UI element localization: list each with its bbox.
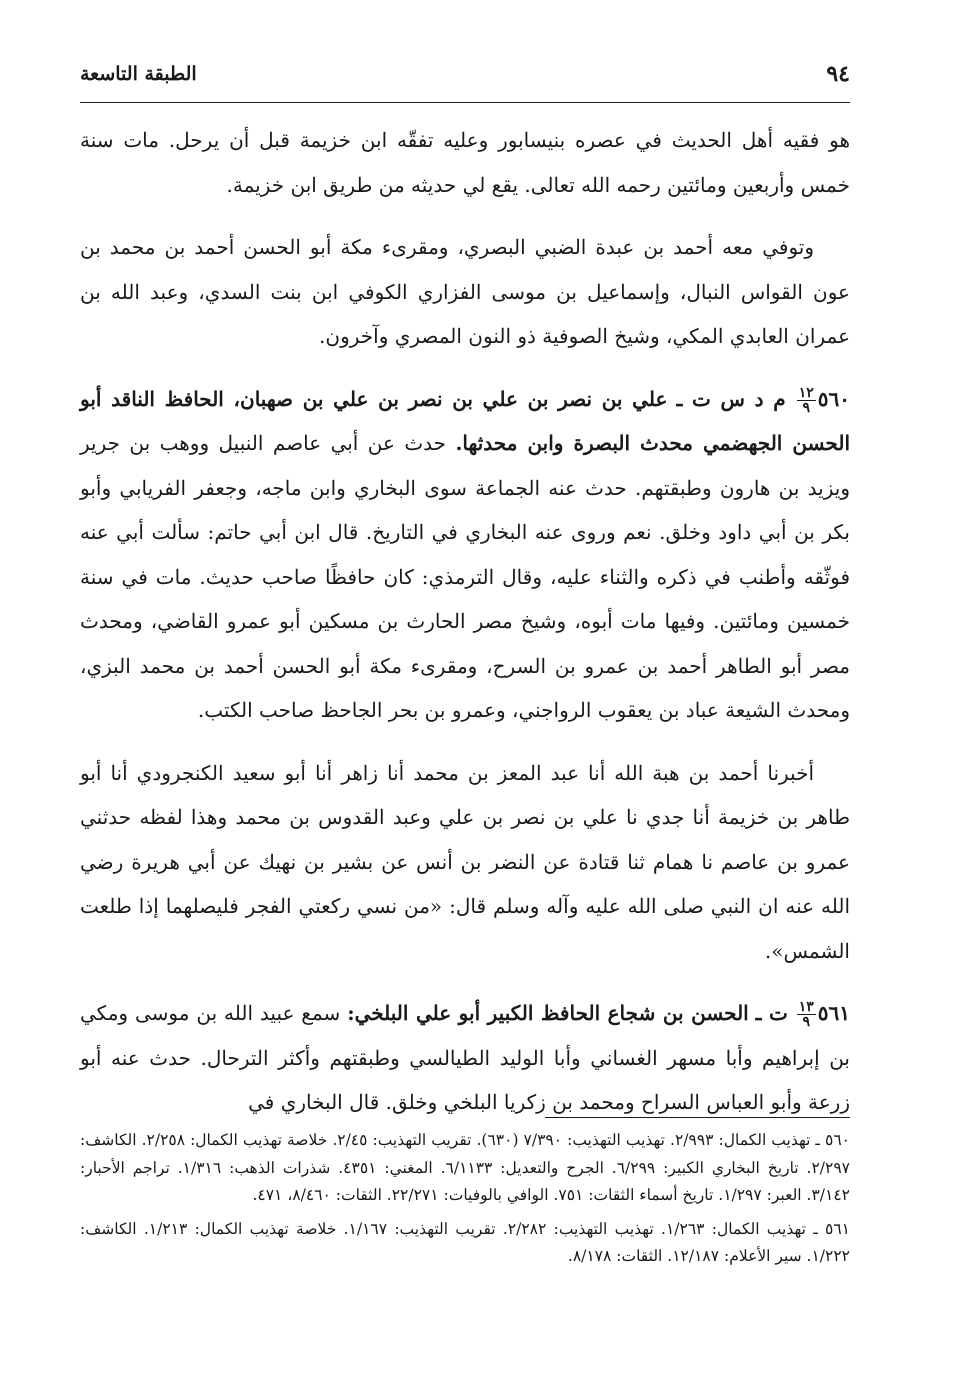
footnotes <box>80 1127 850 1277</box>
fraction-top: ١٣ <box>798 999 814 1015</box>
paragraph-2: وتوفي معه أحمد بن عبدة الضبي البصري، ومقرىء مكة أبو الحسن أحمد بن محمد بن عون القواس النبال، وإسماعيل بن موسى الفزاري الكوفي ابن بنت السدي، وعبد الله بن عمران العابدي المكي، وشيخ الصوفية ذو النون المصري وآخرون. <box>80 235 850 348</box>
entry-text: سمع عبيد الله بن موسى ومكي بن إبراهيم وأبا مسهر الغساني وأبا الوليد الطيالسي وطبقتهم وأكثر الترحال. حدث عنه أبو زرعة وأبو العباس السراح ومحمد بن زكريا البلخي وخلق. قال البخاري في <box>80 1001 850 1114</box>
entry-number: ٥٦٠ <box>817 386 851 411</box>
entry-text: حدث عن أبي عاصم النبيل ووهب بن جرير ويزيد بن هارون وطبقتهم. حدث عنه الجماعة سوى البخاري وابن ماجه، وجعفر الفريابي وأبو بكر بن أبي داود وخلق. نعم وروى عنه البخاري في التاريخ. قال ابن أبي حاتم: سألت أبي عنه فوثّقه وأطنب في ذكره والثناء عليه، وقال الترمذي: كان حافظًا صاحب حديث. مات في سنة خمسين ومائتين. وفيها مات أبوه، وشيخ مصر الحارث بن مسكين أبو عمرو القاضي، ومحدث مصر أبو الطاهر أحمد بن عمرو بن السرح، ومقرىء مكة أبو الحسن أحمد بن محمد البزي، ومحدث الشيعة عباد بن يعقوب الرواجني، وعمرو بن بحر الجاحظ صاحب الكتب. <box>80 431 850 722</box>
footnote-divider <box>545 1117 850 1118</box>
footnote-561: ٥٦١ ـ تهذيب الكمال: ١/٢٦٣. تهذيب التهذيب: ٢/٢٨٢. تقريب التهذيب: ١/١٦٧. خلاصة تهذيب الكمال: ١/٢١٣. الكاشف: ١/٢٢٢. سير الأعلام: ١٢/١٨٧. الثقات: ٨/١٧٨. <box>80 1219 850 1265</box>
header-divider <box>80 102 850 103</box>
fraction-top: ١٢ <box>798 384 814 401</box>
fraction-bottom: ٩ <box>802 1014 811 1030</box>
main-text <box>80 118 850 1143</box>
volume-fraction <box>797 1000 816 1029</box>
page-number: ٩٤ <box>826 61 850 87</box>
running-header <box>80 56 850 92</box>
entry-name: علي بن نصر بن علي بن نصر بن علي بن صهبان، الحافظ الناقد أبو الحسن الجهضمي محدث البصرة وابن محدثها. <box>80 386 850 455</box>
entry-561 <box>80 991 850 1125</box>
volume-fraction <box>797 386 816 415</box>
entry-name: الحسن بن شجاع الحافظ الكبير أبو علي البلخي: <box>347 1001 749 1025</box>
entry-560 <box>80 377 850 733</box>
paragraph-1: هو فقيه أهل الحديث في عصره بنيسابور وعليه تفقّه ابن خزيمة قبل أن يرحل. مات سنة خمس وأربعين ومائتين رحمه الله تعالى. يقع لي حديثه من طريق ابن خزيمة. <box>80 128 850 197</box>
footnote-560: ٥٦٠ ـ تهذيب الكمال: ٢/٩٩٣. تهذيب التهذيب: ٧/٣٩٠ (٦٣٠). تقريب التهذيب: ٢/٤٥. خلاصة تهذيب الكمال: ٢/٢٥٨. الكاشف: ٢/٢٩٧. تاريخ البخاري الكبير: ٦/٢٩٩. الجرح والتعديل: ٦/١١٣٣. المغني: ٤٣٥١. شذرات الذهب: ١/٣١٦. تراجم الأحبار: ٣/١٤٢. العبر: ١/٢٩٧. تاريخ أسماء الثقات: ٧٥١. الوافي بالوفيات: ٢٢/٢٧١. الثقات: ٨/٤٦٠، ٤٧١. <box>80 1131 850 1204</box>
paragraph-isnad: أخبرنا أحمد بن هبة الله أنا عبد المعز بن محمد أنا زاهر أنا أبو سعيد الكنجرودي أنا أبو طاهر بن خزيمة أنا جدي نا علي بن نصر بن علي وعبد القدوس بن محمد وهذا لفظه حدثني عمرو بن عاصم نا همام ثنا قتادة عن النضر بن أنس عن بشير بن نهيك عن أبي هريرة رضي الله عنه ان النبي صلى الله عليه وآله وسلم قال: «من نسي ركعتي الفجر فليصلهما إذا طلعت الشمس». <box>80 760 851 963</box>
entry-sigla: ت ـ <box>755 1001 788 1025</box>
entry-number: ٥٦١ <box>817 1001 851 1025</box>
entry-sigla: م د س ت ـ <box>676 386 786 411</box>
section-title: الطبقة التاسعة <box>80 63 197 85</box>
fraction-bottom: ٩ <box>802 399 811 416</box>
